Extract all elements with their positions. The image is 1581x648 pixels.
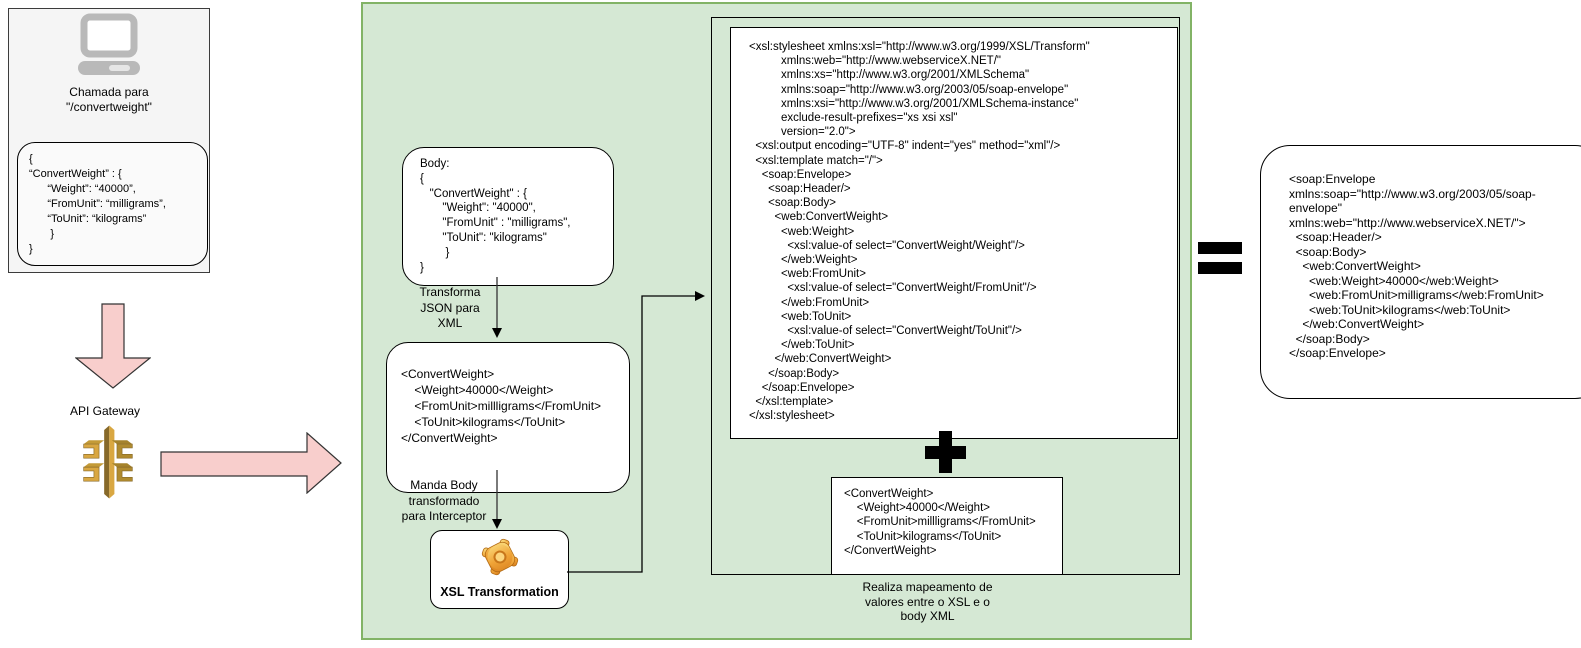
api-gateway-icon <box>76 422 140 502</box>
equals-symbol <box>1198 242 1242 254</box>
send-arrow-label: Manda Body transformado para Interceptor <box>401 478 487 523</box>
computer-icon <box>72 13 146 77</box>
result-soap-box: <soap:Envelope xmlns:soap="http://www.w3.org/2003/05/soap- envelope" xmlns:web="http://www.webserviceX.NET/"> <soap:Header/> <soap:Body> <web:ConvertWeight> <web:Weight>40000</web:Weight> <web:FromUnit>milligrams</web:FromUnit> <web:ToUnit>kilograms</web:ToUnit> </web:ConvertWeight> </soap:Body> </soap:Envelope> <box>1260 145 1581 399</box>
mapping-xml-snippet-box: <ConvertWeight> <Weight>40000</Weight> <FromUnit>millligrams</FromUnit> <ToUnit>kilograms</ToUnit> </ConvertWeight> <box>831 477 1063 575</box>
right-arrow-icon <box>160 432 343 494</box>
transform-arrow-label: Transforma JSON para XML <box>419 285 481 330</box>
down-arrow-icon <box>75 303 151 389</box>
client-json-box: { “ConvertWeight” : { “Weight”: “40000”, “FromUnit”: “milligrams”, “ToUnit”: “kilograms” } } <box>17 142 208 266</box>
plus-symbol <box>925 446 966 459</box>
xsl-to-mapping-connector <box>567 290 712 580</box>
client-label: Chamada para "/convertweight" <box>66 85 152 114</box>
xsl-transformation-box <box>430 530 569 609</box>
mapping-caption: Realiza mapeamento de valores entre o XSL e o body XML <box>862 580 993 623</box>
equals-symbol <box>1198 262 1242 274</box>
xsl-stylesheet-code-box: <xsl:stylesheet xmlns:xsl="http://www.w3.org/1999/XSL/Transform" xmlns:web="http://www.webserviceX.NET/" xmlns:xs="http://www.w3.org/2001/XMLSchema" xmlns:soap="http://www.w3.org/2003/05/soap-envelope" xmlns:xsi="http://www.w3.org/2001/XMLSchema-instance" exclude-result-prefixes="xs xsi xsl" version="2.0"> <xsl:output encoding="UTF-8" indent="yes" method="xml"/> <xsl:template match="/"> <soap:Envelope> <soap:Header/> <soap:Body> <web:ConvertWeight> <web:Weight> <xsl:value-of select="ConvertWeight/Weight"/> </web:Weight> <web:FromUnit> <xsl:value-of select="ConvertWeight/FromUnit"/> </web:FromUnit> <web:ToUnit> <xsl:value-of select="ConvertWeight/ToUnit"/> </web:ToUnit> </web:ConvertWeight> </soap:Body> </soap:Envelope> </xsl:template> </xsl:stylesheet> <box>730 27 1178 439</box>
converted-xml-box: <ConvertWeight> <Weight>40000</Weight> <FromUnit>millligrams</FromUnit> <ToUnit>kilograms</ToUnit> </ConvertWeight> <box>386 342 630 493</box>
body-json-box: Body: { "ConvertWeight" : { "Weight": "40000", "FromUnit" : "milligrams", "ToUnit": "kilograms" } } <box>402 147 614 286</box>
xsl-transformation-label: XSL Transformation <box>440 585 559 599</box>
gear-icon <box>479 536 521 578</box>
api-gateway-label: API Gateway <box>69 404 141 418</box>
client-panel <box>8 8 210 273</box>
